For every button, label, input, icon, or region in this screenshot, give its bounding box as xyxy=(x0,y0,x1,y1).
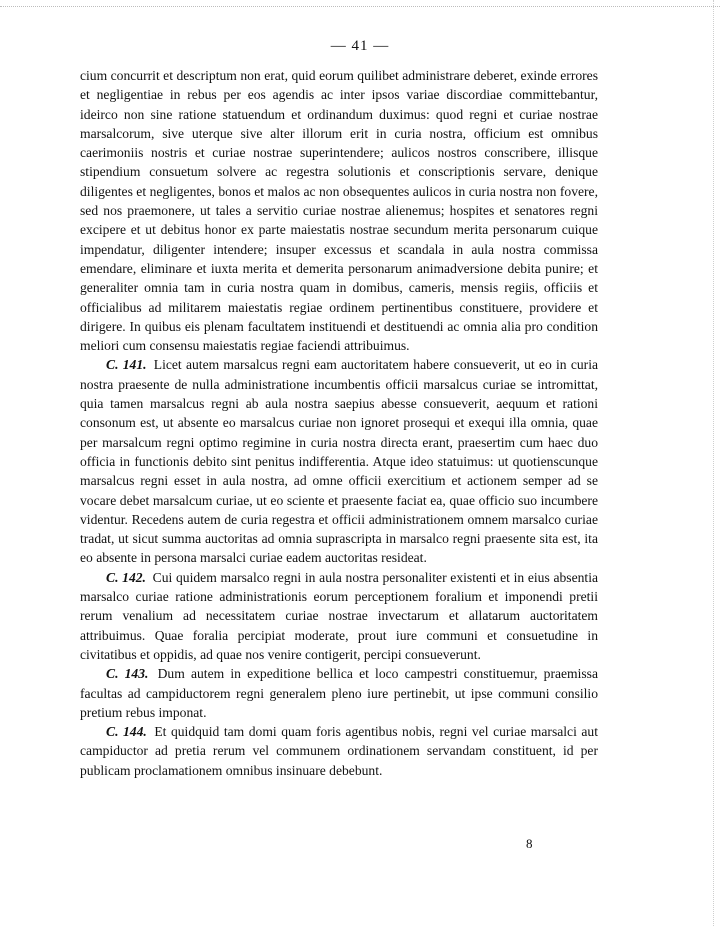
paragraph-0 xyxy=(80,66,598,355)
section-mark: C. 142. xyxy=(106,569,146,585)
main-text xyxy=(80,66,598,780)
section-mark: C. 141. xyxy=(106,357,147,373)
scan-edge-right xyxy=(713,0,714,926)
paragraph-text: Dum autem in expeditione bellica et loco campestri constituemur, praemissa facultas ad campiductorem regni generalem pleno iure pertinebit, ut ipse communi consilio pretium rebus imponat. xyxy=(80,666,598,720)
paragraph-142 xyxy=(80,568,598,664)
paragraph-text: cium concurrit et descriptum non erat, quid eorum quilibet administrare deberet, exinde errores et negligentiae in rebus per eos agendis ac inter ipsos variae discordiae committebantur, ideirco non sine ratione statuendum et ordinandum duximus: quod regni et curiae nostrae marsalcorum, sive uterque sive alter illorum erit in curia nostra, officium est omnibus caerimoniis nostris et curiae nostrae superintendere; aulicos nostros conscribere, illisque stipendium consuetum solvere ac regestra solutionis et conscriptionis servare, denique diligentes et negligentes, bonos et malos ac non obsequentes aulicos in curia nostra non fovere, sed nos praemonere, ut tales a servitio curiae nostrae alienemus; hospites et senatores regni excipere et ut debitus honor ex parte maiestatis nostrae secundum merita personarum cuique impendatur, diligenter intendere; insuper excessus et scandala in aula nostra commissa emendare, eliminare et iuxta merita et demerita personarum animadversione debita punire; et generaliter omnia tam in curia nostra quam in domibus, cameris, mensis regiis, officiis et officialibus ad militarem maiestatis regiae ordinem pertinentibus constituere, providere et dirigere. In quibus eis plenam facultatem instituendi et destituendi ac omnia alia pro condition meliori cum consensu maiestatis regiae faciendi attribuimus. xyxy=(80,68,598,354)
page-number: — 41 — xyxy=(330,38,390,54)
paragraph-text: Cui quidem marsalco regni in aula nostra personaliter existenti et in eius absentia marsalco curiae ratione administrationis eorum perceptionem foralium et imponendi pretii rerum venalium ad necessitatem curiae nostrae invectarum et allatarum auctoritatem attribuimus. Quae foralia percipiat moderate, prout iure communi et consuetudine in civitatibus et oppidis, ad quae nos venire contigerit, percipi consueverunt. xyxy=(80,569,598,662)
paragraph-144 xyxy=(80,722,598,780)
scan-edge-top xyxy=(0,6,720,7)
paragraph-text: Licet autem marsalcus regni eam auctoritatem habere consueverit, ut eo in curia nostra praesente de nulla administratione incumbentis officii marsalcus curiae se intromittat, quia tamen marsalcus regni ab aula nostra saepius abesse consueverit, aequum et rationi consonum est, ut absente eo marsalcus curiae non ignoret prosequi et exequi illa omnia, quae per marsalcum regni optimo regimine in curia nostra directa erant, praesertim cum haec duo officia in functionis debito sint penitus indifferentia. Atque ideo statuimus: ut quotienscunque marsalcus regni esset in aula nostra, ad omne officii exercitium et actionem semper ad se vocare debet marsalcum curiae, ut eo sciente et praesente faciat ea, quae officio suo incumbere videntur. Recedens autem de curia regestra et officii administrationem omnem marsalco curiae tradat, ut sicut summa auctoritas ad omnia suprascripta in marsalco regni praesente sita est, ita eo absente in persona marsalci curiae eadem auctoritas resideat. xyxy=(80,357,599,566)
section-mark: C. 143. xyxy=(106,666,149,682)
paragraph-143 xyxy=(80,664,598,722)
paragraph-text: Et quidquid tam domi quam foris agentibus nobis, regni vel curiae marsalci aut campiductor ad pretia rerum vel communem ordinationem servandam constituent, id per publicam proclamationem omnibus insinuare debebunt. xyxy=(80,724,598,778)
signature-mark: 8 xyxy=(526,836,533,851)
section-mark: C. 144. xyxy=(106,724,147,740)
paragraph-141 xyxy=(80,355,598,567)
